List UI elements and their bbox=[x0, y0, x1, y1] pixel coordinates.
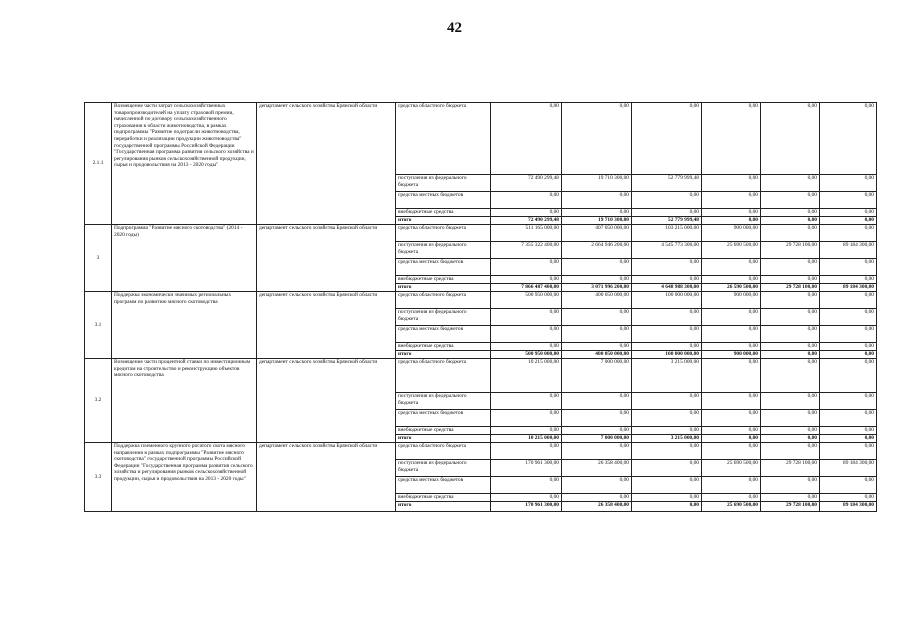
amount-cell: 0,00 bbox=[562, 494, 632, 502]
amount-cell: 0,00 bbox=[820, 217, 877, 225]
amount-cell: 0,00 bbox=[820, 103, 877, 175]
amount-cell: 0,00 bbox=[491, 276, 562, 284]
funding-source: средства местных бюджетов bbox=[396, 410, 491, 427]
amount-cell: 400 050 000,00 bbox=[562, 351, 632, 359]
amount-cell: 0,00 bbox=[491, 443, 562, 460]
amount-cell: 0,00 bbox=[632, 309, 702, 326]
section-executor: департамент сельского хозяйства Брянской области bbox=[257, 359, 396, 443]
table-row bbox=[85, 443, 877, 460]
amount-cell: 29 728 100,00 bbox=[761, 460, 820, 477]
amount-cell: 0,00 bbox=[702, 343, 761, 351]
amount-cell: 0,00 bbox=[491, 259, 562, 276]
amount-cell: 0,00 bbox=[562, 209, 632, 217]
section-name: Поддержка экономически значимых региональных программ по развитию мясного скотоводства bbox=[112, 292, 257, 359]
amount-cell: 0,00 bbox=[761, 351, 820, 359]
amount-cell: 0,00 bbox=[761, 410, 820, 427]
amount-cell: 10 215 000,00 bbox=[491, 359, 562, 393]
amount-cell: 0,00 bbox=[632, 343, 702, 351]
amount-cell: 29 728 100,00 bbox=[761, 502, 820, 512]
amount-cell: 0,00 bbox=[562, 477, 632, 494]
amount-cell: 0,00 bbox=[761, 435, 820, 443]
amount-cell: 0,00 bbox=[562, 410, 632, 427]
amount-cell: 0,00 bbox=[702, 393, 761, 410]
section-code: 3 bbox=[85, 225, 112, 292]
table-row bbox=[85, 292, 877, 309]
amount-cell: 0,00 bbox=[820, 427, 877, 435]
amount-cell: 0,00 bbox=[761, 359, 820, 393]
amount-cell: 0,00 bbox=[562, 309, 632, 326]
amount-cell: 0,00 bbox=[820, 443, 877, 460]
amount-cell: 26 358 400,00 bbox=[562, 460, 632, 477]
amount-cell: 7 000 000,00 bbox=[562, 435, 632, 443]
amount-cell: 7 866 487 400,00 bbox=[491, 284, 562, 292]
amount-cell: 0,00 bbox=[761, 443, 820, 460]
funding-source: поступления из федерального бюджета bbox=[396, 393, 491, 410]
amount-cell: 500 950 000,00 bbox=[491, 351, 562, 359]
amount-cell: 100 000 000,00 bbox=[632, 292, 702, 309]
funding-source: поступления из федерального бюджета bbox=[396, 460, 491, 477]
section-name: Возмещение части затрат сельскохозяйственных товаропроизводителей на уплату страховой премии, начисленной по договору сельскохозяйственного страхования в области животноводства, в рамках подпрограммы "Развитие подотрасли животноводства, переработки и реализации продукции животноводства" государственной программы Российской Федерации "Государственная программа развития сельского хозяйства и регулирования рынков сельскохозяйственной продукции, сырья и продовольствия на 2013 - 2020 годы" bbox=[112, 103, 257, 225]
amount-cell: 2 664 946 200,00 bbox=[562, 242, 632, 259]
amount-cell: 170 961 300,00 bbox=[491, 502, 562, 512]
amount-cell: 25 690 500,00 bbox=[702, 502, 761, 512]
section-code: 3.3 bbox=[85, 443, 112, 512]
funding-source: внебюджетные средства bbox=[396, 209, 491, 217]
amount-cell: 0,00 bbox=[562, 192, 632, 209]
amount-cell: 0,00 bbox=[820, 209, 877, 217]
amount-cell: 0,00 bbox=[820, 351, 877, 359]
amount-cell: 407 050 000,00 bbox=[562, 225, 632, 242]
amount-cell: 0,00 bbox=[632, 276, 702, 284]
amount-cell: 103 215 000,00 bbox=[632, 225, 702, 242]
funding-source: итого bbox=[396, 351, 491, 359]
amount-cell: 0,00 bbox=[761, 477, 820, 494]
amount-cell: 0,00 bbox=[702, 443, 761, 460]
amount-cell: 72 490 299,48 bbox=[491, 175, 562, 192]
amount-cell: 0,00 bbox=[632, 393, 702, 410]
amount-cell: 0,00 bbox=[632, 460, 702, 477]
amount-cell: 900 000,00 bbox=[702, 292, 761, 309]
amount-cell: 7 355 322 400,00 bbox=[491, 242, 562, 259]
amount-cell: 0,00 bbox=[820, 259, 877, 276]
table-row bbox=[85, 103, 877, 175]
amount-cell: 10 215 000,00 bbox=[491, 435, 562, 443]
amount-cell: 0,00 bbox=[761, 393, 820, 410]
amount-cell: 0,00 bbox=[702, 410, 761, 427]
funding-source: внебюджетные средства bbox=[396, 427, 491, 435]
section-name: Подпрограмма "Развитие мясного скотоводства" (2014 - 2020 годы) bbox=[112, 225, 257, 292]
funding-source: итого bbox=[396, 284, 491, 292]
funding-source: итого bbox=[396, 217, 491, 225]
amount-cell: 89 184 300,00 bbox=[820, 502, 877, 512]
amount-cell: 0,00 bbox=[702, 259, 761, 276]
funding-source: средства местных бюджетов bbox=[396, 259, 491, 276]
amount-cell: 170 961 300,00 bbox=[491, 460, 562, 477]
amount-cell: 0,00 bbox=[761, 276, 820, 284]
amount-cell: 0,00 bbox=[491, 393, 562, 410]
amount-cell: 0,00 bbox=[632, 477, 702, 494]
amount-cell: 0,00 bbox=[761, 209, 820, 217]
funding-source: поступления из федерального бюджета bbox=[396, 242, 491, 259]
amount-cell: 19 710 300,00 bbox=[562, 175, 632, 192]
amount-cell: 0,00 bbox=[761, 427, 820, 435]
amount-cell: 0,00 bbox=[702, 276, 761, 284]
amount-cell: 89 184 300,00 bbox=[820, 460, 877, 477]
amount-cell: 0,00 bbox=[702, 217, 761, 225]
amount-cell: 25 690 500,00 bbox=[702, 242, 761, 259]
amount-cell: 0,00 bbox=[491, 103, 562, 175]
amount-cell: 52 779 999,48 bbox=[632, 175, 702, 192]
amount-cell: 52 779 999,48 bbox=[632, 217, 702, 225]
amount-cell: 0,00 bbox=[820, 359, 877, 393]
amount-cell: 900 000,00 bbox=[702, 225, 761, 242]
amount-cell: 3 215 000,00 bbox=[632, 359, 702, 393]
amount-cell: 29 728 100,00 bbox=[761, 284, 820, 292]
amount-cell: 0,00 bbox=[820, 292, 877, 309]
amount-cell: 0,00 bbox=[491, 209, 562, 217]
amount-cell: 0,00 bbox=[702, 326, 761, 343]
amount-cell: 0,00 bbox=[702, 359, 761, 393]
amount-cell: 0,00 bbox=[632, 326, 702, 343]
amount-cell: 0,00 bbox=[491, 309, 562, 326]
section-code: 3.2 bbox=[85, 359, 112, 443]
funding-source: средства местных бюджетов bbox=[396, 192, 491, 209]
amount-cell: 100 000 000,00 bbox=[632, 351, 702, 359]
amount-cell: 0,00 bbox=[562, 259, 632, 276]
amount-cell: 0,00 bbox=[702, 477, 761, 494]
amount-cell: 0,00 bbox=[632, 103, 702, 175]
amount-cell: 0,00 bbox=[491, 410, 562, 427]
amount-cell: 19 710 300,00 bbox=[562, 217, 632, 225]
amount-cell: 0,00 bbox=[702, 427, 761, 435]
table-row bbox=[85, 359, 877, 393]
amount-cell: 0,00 bbox=[820, 477, 877, 494]
section-executor: департамент сельского хозяйства Брянской области bbox=[257, 443, 396, 512]
amount-cell: 0,00 bbox=[562, 326, 632, 343]
amount-cell: 0,00 bbox=[632, 494, 702, 502]
amount-cell: 26 358 400,00 bbox=[562, 502, 632, 512]
section-code: 2.1.1 bbox=[85, 103, 112, 225]
funding-source: средства областного бюджета bbox=[396, 292, 491, 309]
amount-cell: 0,00 bbox=[820, 276, 877, 284]
amount-cell: 0,00 bbox=[702, 192, 761, 209]
funding-source: итого bbox=[396, 502, 491, 512]
amount-cell: 0,00 bbox=[820, 225, 877, 242]
amount-cell: 0,00 bbox=[632, 209, 702, 217]
amount-cell: 0,00 bbox=[702, 209, 761, 217]
amount-cell: 0,00 bbox=[761, 343, 820, 351]
amount-cell: 3 215 000,00 bbox=[632, 435, 702, 443]
amount-cell: 0,00 bbox=[562, 393, 632, 410]
section-name: Поддержка племенного крупного рогатого скота мясного направления в рамках подпрограммы "Развитие мясного скотоводства" государственной программы Российской Федерации "Государственная программа развития сельского хозяйства и регулирования рынков сельскохозяйственной продукции, сырья и продовольствия на 2013 - 2020 годы" bbox=[112, 443, 257, 512]
funding-source: средства областного бюджета bbox=[396, 443, 491, 460]
amount-cell: 0,00 bbox=[761, 292, 820, 309]
funding-source: средства областного бюджета bbox=[396, 359, 491, 393]
funding-source: поступления из федерального бюджета bbox=[396, 309, 491, 326]
amount-cell: 7 000 000,00 bbox=[562, 359, 632, 393]
amount-cell: 0,00 bbox=[632, 427, 702, 435]
amount-cell: 89 184 300,00 bbox=[820, 284, 877, 292]
section-code: 3.1 bbox=[85, 292, 112, 359]
amount-cell: 4 648 988 300,00 bbox=[632, 284, 702, 292]
amount-cell: 0,00 bbox=[491, 326, 562, 343]
amount-cell: 0,00 bbox=[820, 192, 877, 209]
amount-cell: 0,00 bbox=[562, 103, 632, 175]
amount-cell: 0,00 bbox=[702, 494, 761, 502]
amount-cell: 25 690 500,00 bbox=[702, 460, 761, 477]
amount-cell: 0,00 bbox=[820, 410, 877, 427]
funding-source: внебюджетные средства bbox=[396, 276, 491, 284]
section-executor: департамент сельского хозяйства Брянской области bbox=[257, 103, 396, 225]
amount-cell: 0,00 bbox=[702, 175, 761, 192]
amount-cell: 0,00 bbox=[702, 309, 761, 326]
amount-cell: 0,00 bbox=[632, 410, 702, 427]
amount-cell: 0,00 bbox=[820, 343, 877, 351]
amount-cell: 0,00 bbox=[820, 393, 877, 410]
amount-cell: 0,00 bbox=[820, 309, 877, 326]
amount-cell: 89 184 300,00 bbox=[820, 242, 877, 259]
amount-cell: 0,00 bbox=[562, 343, 632, 351]
amount-cell: 0,00 bbox=[632, 502, 702, 512]
amount-cell: 72 490 299,48 bbox=[491, 217, 562, 225]
funding-source: средства местных бюджетов bbox=[396, 326, 491, 343]
amount-cell: 0,00 bbox=[761, 217, 820, 225]
amount-cell: 29 728 100,00 bbox=[761, 242, 820, 259]
amount-cell: 0,00 bbox=[820, 175, 877, 192]
amount-cell: 0,00 bbox=[761, 494, 820, 502]
amount-cell: 0,00 bbox=[632, 443, 702, 460]
amount-cell: 0,00 bbox=[761, 103, 820, 175]
amount-cell: 0,00 bbox=[761, 192, 820, 209]
amount-cell: 0,00 bbox=[562, 443, 632, 460]
amount-cell: 0,00 bbox=[491, 427, 562, 435]
amount-cell: 0,00 bbox=[632, 192, 702, 209]
amount-cell: 4 545 773 300,00 bbox=[632, 242, 702, 259]
amount-cell: 0,00 bbox=[491, 494, 562, 502]
budget-table bbox=[84, 102, 877, 512]
funding-source: итого bbox=[396, 435, 491, 443]
table-row bbox=[85, 225, 877, 242]
amount-cell: 0,00 bbox=[761, 326, 820, 343]
page-number: 42 bbox=[447, 20, 462, 36]
amount-cell: 0,00 bbox=[761, 259, 820, 276]
amount-cell: 3 071 996 200,00 bbox=[562, 284, 632, 292]
amount-cell: 0,00 bbox=[702, 435, 761, 443]
amount-cell: 0,00 bbox=[562, 427, 632, 435]
section-executor: департамент сельского хозяйства Брянской области bbox=[257, 292, 396, 359]
funding-source: внебюджетные средства bbox=[396, 343, 491, 351]
amount-cell: 0,00 bbox=[491, 477, 562, 494]
amount-cell: 0,00 bbox=[632, 259, 702, 276]
amount-cell: 511 165 000,00 bbox=[491, 225, 562, 242]
amount-cell: 0,00 bbox=[702, 103, 761, 175]
table-body bbox=[85, 103, 877, 512]
section-name: Возмещение части процентной ставки по инвестиционным кредитам на строительство и реконструкцию объектов мясного скотоводства bbox=[112, 359, 257, 443]
funding-source: средства местных бюджетов bbox=[396, 477, 491, 494]
funding-source: средства областного бюджета bbox=[396, 103, 491, 175]
funding-source: внебюджетные средства bbox=[396, 494, 491, 502]
amount-cell: 0,00 bbox=[820, 326, 877, 343]
amount-cell: 0,00 bbox=[491, 343, 562, 351]
amount-cell: 500 950 000,00 bbox=[491, 292, 562, 309]
amount-cell: 26 590 500,00 bbox=[702, 284, 761, 292]
section-executor: департамент сельского хозяйства Брянской области bbox=[257, 225, 396, 292]
amount-cell: 0,00 bbox=[820, 435, 877, 443]
amount-cell: 0,00 bbox=[491, 192, 562, 209]
amount-cell: 900 000,00 bbox=[702, 351, 761, 359]
amount-cell: 400 050 000,00 bbox=[562, 292, 632, 309]
funding-source: средства областного бюджета bbox=[396, 225, 491, 242]
amount-cell: 0,00 bbox=[562, 276, 632, 284]
amount-cell: 0,00 bbox=[820, 494, 877, 502]
amount-cell: 0,00 bbox=[761, 175, 820, 192]
amount-cell: 0,00 bbox=[761, 225, 820, 242]
amount-cell: 0,00 bbox=[761, 309, 820, 326]
funding-source: поступления из федерального бюджета bbox=[396, 175, 491, 192]
